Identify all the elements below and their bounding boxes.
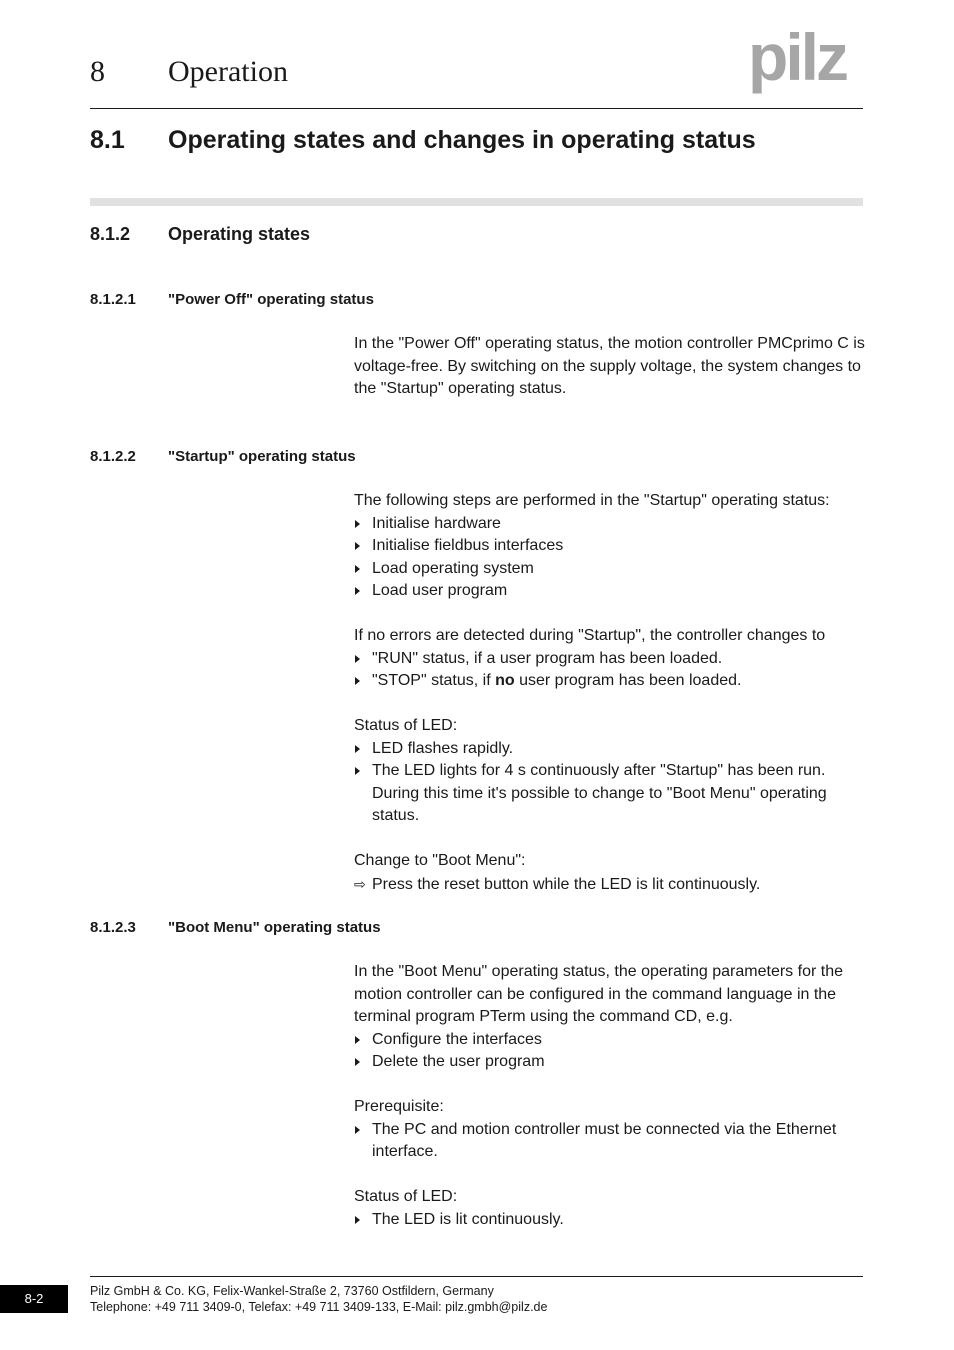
boot-menu-prereq-label: Prerequisite: — [354, 1098, 444, 1115]
footer-rule — [90, 1276, 863, 1277]
startup-steps-list — [354, 513, 866, 603]
power-off-body — [354, 333, 866, 401]
action-text: Press the reset button while the LED is lit continuously. — [372, 875, 761, 893]
list-item-text: The LED is lit continuously. — [372, 1210, 564, 1228]
right-arrow-icon: ⇨ — [354, 875, 366, 892]
startup-number: 8.1.2.2 — [90, 448, 136, 465]
boot-menu-title: "Boot Menu" operating status — [168, 919, 381, 936]
footer-address — [90, 1283, 547, 1315]
section-title: Operating states and changes in operating status — [168, 126, 756, 154]
list-item — [354, 535, 866, 558]
section-divider — [90, 198, 863, 206]
list-item — [354, 1051, 866, 1074]
list-item-text: The LED lights for 4 s continuously after "Startup" has been run. During this time it's possible to change to "Boot Menu" operating status. — [372, 762, 827, 824]
boot-menu-number: 8.1.2.3 — [90, 919, 136, 936]
chapter-title: Operation — [168, 55, 288, 88]
triangle-bullet-icon — [355, 655, 360, 663]
list-item — [354, 580, 866, 603]
triangle-bullet-icon — [355, 1036, 360, 1044]
list-item — [354, 1119, 866, 1164]
list-item-text: Initialise hardware — [372, 514, 501, 532]
list-item-text: Initialise fieldbus interfaces — [372, 537, 564, 554]
boot-menu-led-label: Status of LED: — [354, 1188, 458, 1205]
header-rule — [90, 108, 863, 109]
list-item-text: "RUN" status, if a user program has been loaded. — [372, 649, 723, 667]
list-item-text: Delete the user program — [372, 1053, 545, 1070]
list-item — [354, 648, 866, 671]
pilz-logo — [748, 28, 864, 94]
triangle-bullet-icon — [355, 565, 360, 573]
list-item-text: The PC and motion controller must be connected via the Ethernet interface. — [372, 1120, 837, 1160]
subsection-number: 8.1.2 — [90, 224, 131, 244]
list-item-text: Configure the interfaces — [372, 1030, 542, 1048]
emphasis-text: no — [495, 672, 515, 689]
section-number: 8.1 — [90, 126, 125, 154]
list-item-text: Load user program — [372, 582, 508, 599]
power-off-title: "Power Off" operating status — [168, 291, 374, 308]
list-item — [354, 738, 866, 761]
boot-menu-prereq-list — [354, 1119, 866, 1164]
triangle-bullet-icon — [355, 745, 360, 753]
startup-intro: The following steps are performed in the "Startup" operating status: — [354, 492, 830, 509]
chapter-number: 8 — [90, 55, 105, 88]
startup-title: "Startup" operating status — [168, 448, 356, 465]
list-item-text: "STOP" status, if — [372, 672, 496, 689]
list-item — [354, 670, 866, 693]
list-item-text: LED flashes rapidly. — [372, 739, 514, 757]
power-off-text: In the "Power Off" operating status, the motion controller PMCprimo C is voltage-free. By switching on the supply voltage, the system changes to the "Startup" operating status. — [354, 335, 865, 397]
list-item-text: user program has been loaded. — [514, 672, 742, 689]
triangle-bullet-icon — [355, 1058, 360, 1066]
startup-change-label: Change to "Boot Menu": — [354, 852, 526, 869]
startup-led-list — [354, 738, 866, 828]
startup-body — [354, 490, 866, 896]
triangle-bullet-icon — [355, 542, 360, 550]
startup-led-label: Status of LED: — [354, 717, 458, 734]
triangle-bullet-icon — [355, 587, 360, 595]
boot-menu-intro: In the "Boot Menu" operating status, the operating parameters for the motion controller can be configured in the command language in the terminal program PTerm using the command CD, e.g. — [354, 963, 843, 1025]
list-item — [354, 558, 866, 581]
startup-errors-intro: If no errors are detected during "Startup", the controller changes to — [354, 627, 826, 644]
list-item — [354, 1209, 866, 1232]
boot-menu-items-list — [354, 1029, 866, 1074]
startup-transition-list — [354, 648, 866, 693]
list-item — [354, 513, 866, 536]
list-item — [354, 760, 866, 828]
boot-menu-led-list — [354, 1209, 866, 1232]
list-item — [354, 1029, 866, 1052]
footer-line-1: Pilz GmbH & Co. KG, Felix-Wankel-Straße 2, 73760 Ostfildern, Germany — [90, 1284, 494, 1298]
triangle-bullet-icon — [355, 677, 360, 685]
subsection-title: Operating states — [168, 224, 311, 244]
triangle-bullet-icon — [355, 1216, 360, 1224]
power-off-number: 8.1.2.1 — [90, 291, 136, 308]
triangle-bullet-icon — [355, 1126, 360, 1134]
startup-change-action — [354, 873, 866, 897]
triangle-bullet-icon — [355, 767, 360, 775]
footer-line-2: Telephone: +49 711 3409-0, Telefax: +49 711 3409-133, E-Mail: pilz.gmbh@pilz.de — [90, 1300, 548, 1314]
triangle-bullet-icon — [355, 520, 360, 528]
svg-text:pilz: pilz — [748, 28, 846, 94]
page-number: 8-2 — [0, 1285, 68, 1313]
list-item-text: Load operating system — [372, 559, 534, 577]
boot-menu-body — [354, 961, 866, 1231]
